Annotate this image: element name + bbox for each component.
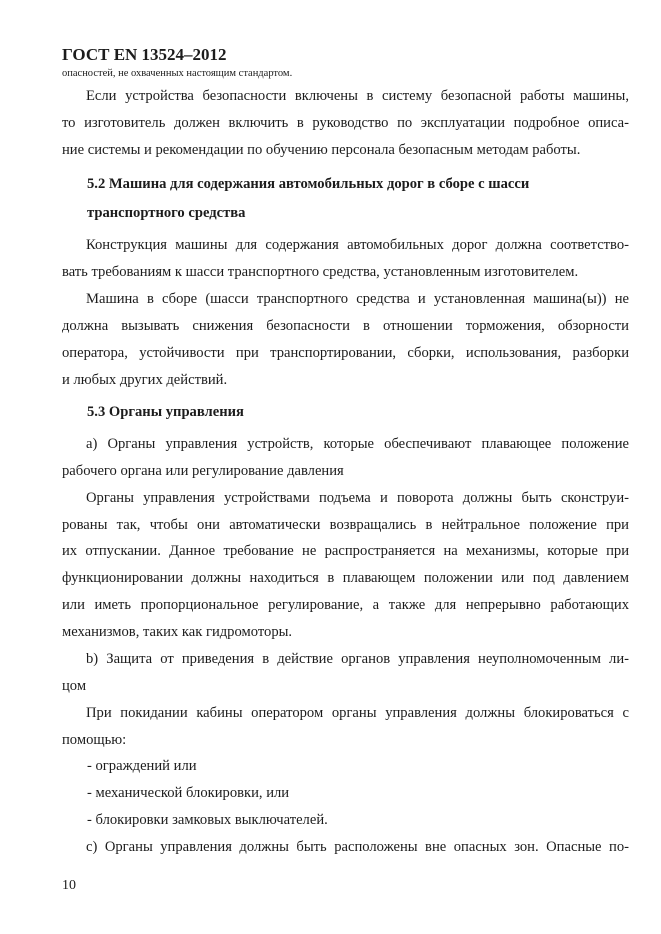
paragraph-line: оператора, устойчивости при транспортировании, сборки, использования, разборки bbox=[62, 345, 629, 361]
section-heading: транспортного средства bbox=[87, 205, 246, 221]
list-item: - ограждений или bbox=[87, 758, 197, 774]
paragraph-line: то изготовитель должен включить в руководство по эксплуатации подробное описа- bbox=[62, 115, 629, 131]
paragraph-line: При покидании кабины оператором органы управления должны блокироваться с bbox=[86, 705, 629, 721]
document-code: ГОСТ EN 13524–2012 bbox=[62, 45, 227, 64]
paragraph-line: a) Органы управления устройств, которые обеспечивают плавающее положение bbox=[86, 436, 629, 452]
continuation-line: опасностей, не охваченных настоящим стандартом. bbox=[62, 68, 293, 79]
list-item: - блокировки замковых выключателей. bbox=[87, 812, 328, 828]
section-heading: 5.2 Машина для содержания автомобильных дорог в сборе с шасси bbox=[87, 176, 530, 192]
page-number: 10 bbox=[62, 878, 76, 893]
paragraph-line: и любых других действий. bbox=[62, 372, 228, 388]
paragraph-line: вать требованиям к шасси транспортного средства, установленным изготовителем. bbox=[62, 264, 579, 280]
section-heading: 5.3 Органы управления bbox=[87, 404, 244, 420]
paragraph-line: рованы так, чтобы они автоматически возвращались в нейтральное положение при bbox=[62, 517, 629, 533]
paragraph-line: b) Защита от приведения в действие органов управления неуполномоченным ли- bbox=[86, 651, 629, 667]
paragraph-line: Если устройства безопасности включены в систему безопасной работы машины, bbox=[86, 88, 629, 104]
paragraph-line: Конструкция машины для содержания автомобильных дорог должна соответство- bbox=[86, 237, 629, 253]
paragraph-line: или иметь пропорциональное регулирование, а также для непрерывно работающих bbox=[62, 597, 629, 613]
paragraph-line: ние системы и рекомендации по обучению персонала безопасным методам работы. bbox=[62, 142, 581, 158]
paragraph-line: помощью: bbox=[62, 732, 127, 748]
list-item: - механической блокировки, или bbox=[87, 785, 290, 801]
paragraph-line: c) Органы управления должны быть расположены вне опасных зон. Опасные по- bbox=[86, 839, 629, 855]
paragraph-line: механизмов, таких как гидромоторы. bbox=[62, 624, 293, 640]
paragraph-line: Машина в сборе (шасси транспортного средства и установленная машина(ы)) не bbox=[86, 291, 629, 307]
paragraph-line: цом bbox=[62, 678, 87, 694]
paragraph-line: функционировании должны находиться в плавающем положении или под давлением bbox=[62, 570, 629, 586]
paragraph-line: рабочего органа или регулирование давления bbox=[62, 463, 344, 479]
paragraph-line: должна вызывать снижения безопасности в отношении торможения, обзорности bbox=[62, 318, 629, 334]
paragraph-line: их отпускании. Данное требование не распространяется на механизмы, которые при bbox=[62, 543, 629, 559]
paragraph-line: Органы управления устройствами подъема и поворота должны быть сконструи- bbox=[86, 490, 629, 506]
